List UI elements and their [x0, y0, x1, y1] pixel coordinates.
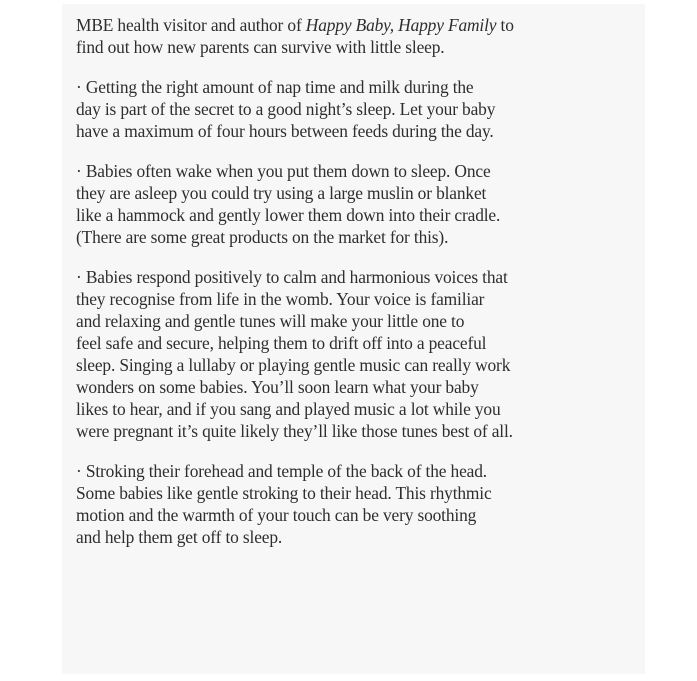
tip-line: Some babies like gentle stroking to their head. This rhythmic: [76, 483, 492, 503]
tip-line: and help them get off to sleep.: [76, 527, 283, 547]
tip-paragraph-stroking: [76, 460, 637, 548]
tip-line: and relaxing and gentle tunes will make your little one to: [76, 311, 465, 331]
tip-line: feel safe and secure, helping them to drift off into a peaceful: [76, 333, 487, 353]
book-title: Happy Baby, Happy Family: [305, 15, 497, 35]
scanned-text-block: [62, 4, 645, 674]
tip-paragraph-voices-and-music: [76, 266, 637, 442]
tip-line: they recognise from life in the womb. Your voice is familiar: [76, 289, 485, 309]
intro-text-end: to: [496, 15, 514, 35]
tip-line: (There are some great products on the market for this).: [76, 227, 449, 247]
tip-line: have a maximum of four hours between feeds during the day.: [76, 121, 494, 141]
tip-paragraph-putting-down: [76, 160, 637, 248]
tip-line: wonders on some babies. You’ll soon learn what your baby: [76, 377, 479, 397]
intro-paragraph: [76, 14, 637, 58]
tip-line: motion and the warmth of your touch can be very soothing: [76, 505, 477, 525]
intro-line-2: find out how new parents can survive with little sleep.: [76, 37, 445, 57]
tip-line: they are asleep you could try using a large muslin or blanket: [76, 183, 487, 203]
tip-line: were pregnant it’s quite likely they’ll like those tunes best of all.: [76, 421, 513, 441]
tip-line: day is part of the secret to a good night’s sleep. Let your baby: [76, 99, 496, 119]
tip-line: · Getting the right amount of nap time and milk during the: [76, 77, 474, 97]
intro-text: MBE health visitor and author of: [76, 15, 306, 35]
tip-line: · Babies often wake when you put them down to sleep. Once: [76, 161, 491, 181]
intro-line-1: [76, 14, 637, 36]
tip-line: like a hammock and gently lower them down into their cradle.: [76, 205, 501, 225]
tip-line: · Stroking their forehead and temple of the back of the head.: [76, 461, 487, 481]
tip-line: likes to hear, and if you sang and played music a lot while you: [76, 399, 501, 419]
tip-line: · Babies respond positively to calm and harmonious voices that: [76, 267, 508, 287]
tip-paragraph-nap-and-milk: [76, 76, 637, 142]
tip-line: sleep. Singing a lullaby or playing gentle music can really work: [76, 355, 511, 375]
